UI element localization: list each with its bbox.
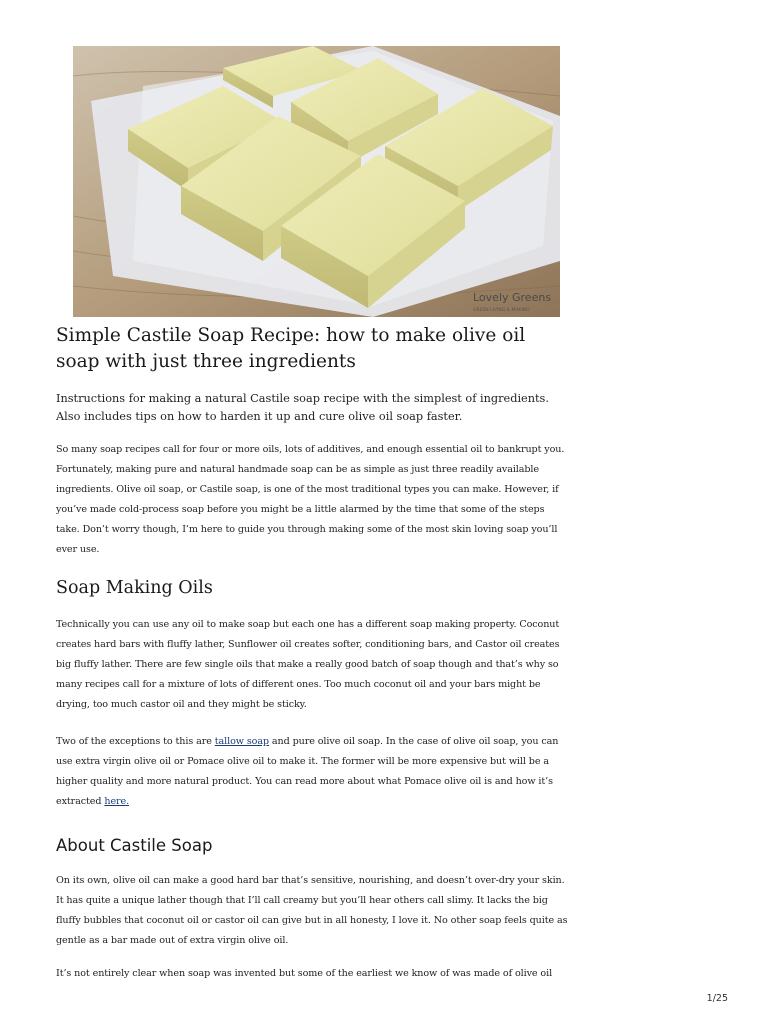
paragraph-exceptions-start: Two of the exceptions to this are — [56, 736, 215, 747]
paragraph-exceptions-middle: and pure olive oil soap. In the case of olive oil soap, you can use extra virgin olive oil or Pomace olive oil to make it. The former will be more expensive but will be a higher quality and more natural product. You can read more about what Pomace olive oil is and how it’s extracted — [56, 736, 559, 807]
page-number: 1/25 — [706, 993, 728, 1004]
tallow-soap-link[interactable]: tallow soap — [214, 736, 269, 747]
hero-image — [73, 46, 560, 317]
paragraph-oils: Technically you can use any oil to make soap but each one has a different soap making property. Coconut creates hard bars with fluffy lather, Sunflower oil creates softer, conditioning bars, and Castor oil creates big fluffy lather. There are few single oils that make a really good batch of soap though and that’s why so many recipes call for a mixture of lots of different ones. Too much coconut oil and your bars might be drying, too much castor oil and they might be sticky. — [56, 619, 560, 710]
heading-about-castile-soap: About Castile Soap — [56, 836, 213, 855]
watermark-name: Lovely Greens — [473, 291, 552, 304]
watermark-tagline: GREEN LIVING & MAKING — [473, 308, 530, 313]
paragraph-castile: On its own, olive oil can make a good hard bar that’s sensitive, nourishing, and doesn’t over-dry your skin. It has quite a unique lather though that I’ll call creamy but you’ll hear others call slimy. It lacks the big fluffy bubbles that coconut oil or castor oil can give but in all honesty, I love it. No other soap feels quite as gentle as a bar made out of extra virgin olive oil. — [56, 875, 568, 946]
pomace-here-link[interactable]: here. — [104, 796, 130, 807]
article-intro: Instructions for making a natural Castile soap recipe with the simplest of ingredients. Also includes tips on how to harden it up and cure olive oil soap faster. — [56, 392, 549, 423]
paragraph-history: It’s not entirely clear when soap was invented but some of the earliest we know of was made of olive oil — [56, 968, 553, 979]
paragraph-exceptions — [56, 732, 568, 812]
soap-bars-photo — [73, 46, 560, 317]
heading-soap-making-oils: Soap Making Oils — [56, 578, 213, 598]
article-title: Simple Castile Soap Recipe: how to make olive oil soap with just three ingredients — [56, 325, 526, 372]
paragraph-intro-body: So many soap recipes call for four or more oils, lots of additives, and enough essential oil to bankrupt you. Fortunately, making pure and natural handmade soap can be as simple as just three readily available ingredients. Olive oil soap, or Castile soap, is one of the most traditional types you can make. However, if you’ve made cold-process soap before you might be a little alarmed by the time that some of the steps take. Don’t worry though, I’m here to guide you through making some of the most skin loving soap you’ll ever use. — [56, 444, 565, 555]
